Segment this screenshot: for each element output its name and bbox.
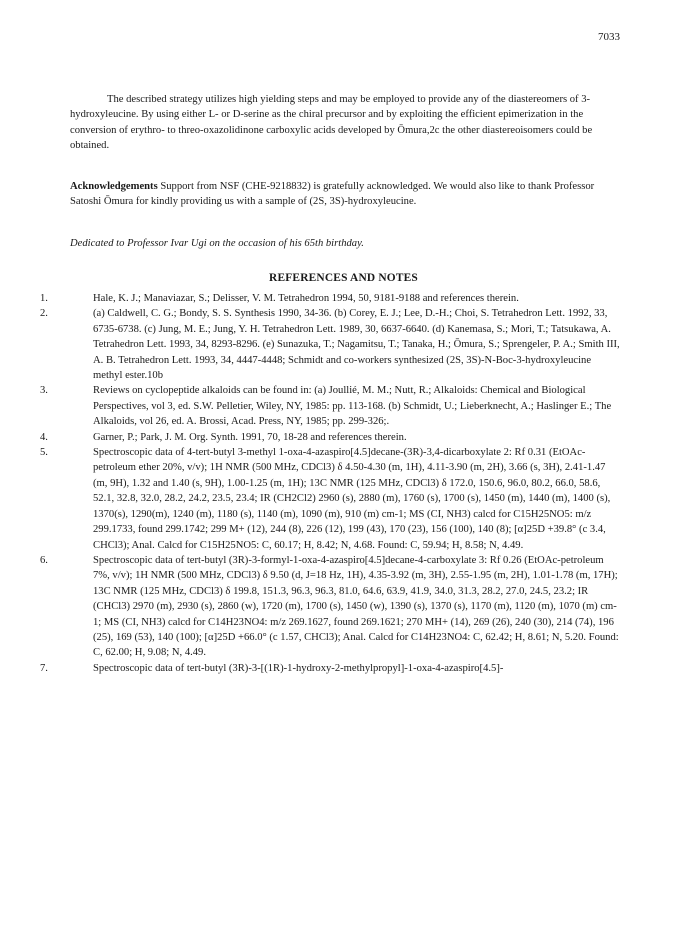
reference-item (40, 291, 620, 306)
reference-text: Hale, K. J.; Manaviazar, S.; Delisser, V. M. Tetrahedron 1994, 50, 9181-9188 and references therein. (93, 293, 519, 304)
intro-paragraph: The described strategy utilizes high yielding steps and may be employed to provide any of the diastereomers of 3-hydroxyleucine. By using either L- or D-serine as the chiral precursor and by exploiting the efficient epimerization in the conversion of erythro- to threo-oxazolidinone carboxylic acids developed by Ōmura,2c the other diastereoisomers could be obtained. (70, 94, 593, 152)
reference-text: Garner, P.; Park, J. M. Org. Synth. 1991, 70, 18-28 and references therein. (93, 431, 407, 443)
reference-item (40, 430, 620, 445)
reference-number: 6. (40, 554, 48, 566)
reference-number: 5. (40, 447, 48, 459)
page-number: 7033 (598, 31, 620, 43)
reference-item (40, 553, 620, 661)
acknowledgements-paragraph (70, 179, 618, 210)
acknowledgements-title: Acknowledgements (70, 181, 158, 192)
reference-number: 1. (40, 293, 48, 304)
reference-number: 2. (40, 308, 48, 320)
references-list (40, 291, 620, 676)
reference-number: 7. (40, 662, 48, 674)
reference-number: 3. (40, 385, 48, 397)
reference-item (40, 661, 620, 676)
reference-item (40, 383, 620, 429)
dedication: Dedicated to Professor Ivar Ugi on the occasion of his 65th birthday. (70, 238, 364, 249)
reference-number: 4. (40, 431, 48, 443)
reference-text: Spectroscopic data of 4-tert-butyl 3-methyl 1-oxa-4-azaspiro[4.5]decane-(3R)-3,4-dicarboxylate 2: Rf 0.31 (EtOAc-petroleum ether 20%, v/v); 1H NMR (500 MHz, CDCl3) δ 4.50-4.30 (m, 1H), 4.11-3.90 (m, 2H), 3.66 (s, 3H), 2.41-1.47 (m, 9H), 1.32 and 1.40 (s, 9H), 1.00-1.25 (m, 1H); 13C NMR (125 MHz, CDCl3) δ 172.0, 150.6, 96.0, 80.2, 66.0, 58.6, 52.1, 32.8, 32.0, 28.2, 24.2, 23.5, 23.4; IR (CH2Cl2) 2960 (s), 2880 (m), 1760 (s), 1700 (s), 1450 (m), 1440 (m), 1400 (s), 1370(s), 1290(m), 1240 (m), 1180 (s), 1140 (m), 1090 (m), 910 (m) cm-1; MS (CI, NH3) calcd for C15H25NO5: m/z 299.1733, found 299.1742; 299 M+ (12), 244 (8), 226 (12), 199 (43), 170 (23), 156 (100), 140 (8); [α]25D +39.8° (c 3.4, CHCl3); Anal. Calcd for C15H25NO5: C, 60.17; H, 8.42; N, 4.68. Found: C, 59.94; H, 8.58; N, 4.49. (93, 447, 611, 551)
reference-text: Spectroscopic data of tert-butyl (3R)-3-formyl-1-oxa-4-azaspiro[4.5]decane-4-carboxylate 3: Rf 0.26 (EtOAc-petroleum 7%, v/v); 1H NMR (500 MHz, CDCl3) δ 9.50 (d, J=18 Hz, 1H), 4.35-3.92 (m, 3H), 2.55-1.95 (m, 2H), 1.01-1.78 (m, 17H); 13C NMR (125 MHz, CDCl3) δ 199.8, 151.3, 96.3, 96.3, 81.0, 64.6, 63.9, 41.9, 34.0, 31.3, 28.2, 27.0, 24.5, 23.2; IR (CHCl3) 2970 (m), 2930 (s), 2860 (w), 1720 (m), 1700 (s), 1450 (w), 1390 (s), 1370 (s), 1170 (m), 1120 (m), 1070 (m) cm-1; MS (CI, NH3) calcd for C14H23NO4: m/z 269.1627, found 269.1621; 270 MH+ (14), 269 (26), 240 (30), 214 (74), 196 (25), 169 (53), 140 (100); [α]25D +66.0° (c 1.57, CHCl3); Anal. Calcd for C14H23NO4: C, 62.42; H, 8.61; N, 5.20. Found: C, 62.00; H, 9.08; N, 4.49. (93, 554, 619, 659)
reference-item (40, 306, 620, 383)
reference-text: Spectroscopic data of tert-butyl (3R)-3-[(1R)-1-hydroxy-2-methylpropyl]-1-oxa-4-azaspiro[4.5]- (93, 662, 504, 674)
references-title: REFERENCES AND NOTES (269, 272, 418, 284)
reference-text: Reviews on cyclopeptide alkaloids can be found in: (a) Joullié, M. M.; Nutt, R.; Alkaloids: Chemical and Biological Perspectives, vol 3, ed. S.W. Pelletier, Wiley, NY, 1985: pp. 113-168. (b) Schmidt, U.; Lieberknecht, A.; Haslinger E.; The Alkaloids, vol 26, ed. A. Brossi, Acad. Press, NY, 1985; pp. 299-326;. (93, 385, 612, 428)
acknowledgements-text: Support from NSF (CHE-9218832) is gratefully acknowledged. We would also like to thank Professor Satoshi Ōmura for kindly providing us with a sample of (2S, 3S)-hydroxyleucine. (70, 181, 595, 208)
reference-item (40, 445, 620, 553)
reference-text: (a) Caldwell, C. G.; Bondy, S. S. Synthesis 1990, 34-36. (b) Corey, E. J.; Lee, D.-H.; Choi, S. Tetrahedron Lett. 1992, 33, 6735-6738. (c) Jung, M. E.; Jung, Y. H. Tetrahedron Lett. 1989, 30, 6637-6640. (d) Kanemasa, S.; Mori, T.; Tatsukawa, A. Tetrahedron Lett. 1993, 34, 8293-8296. (e) Sunazuka, T.; Nagamitsu, T.; Tanaka, H.; Ōmura, S.; Sprengeler, P. A.; Smith III, A. B. Tetrahedron Lett. 1993, 34, 4447-4448; Schmidt and co-workers synthesized (2S, 3S)-N-Boc-3-hydroxyleucine methyl ester.10b (93, 308, 620, 382)
